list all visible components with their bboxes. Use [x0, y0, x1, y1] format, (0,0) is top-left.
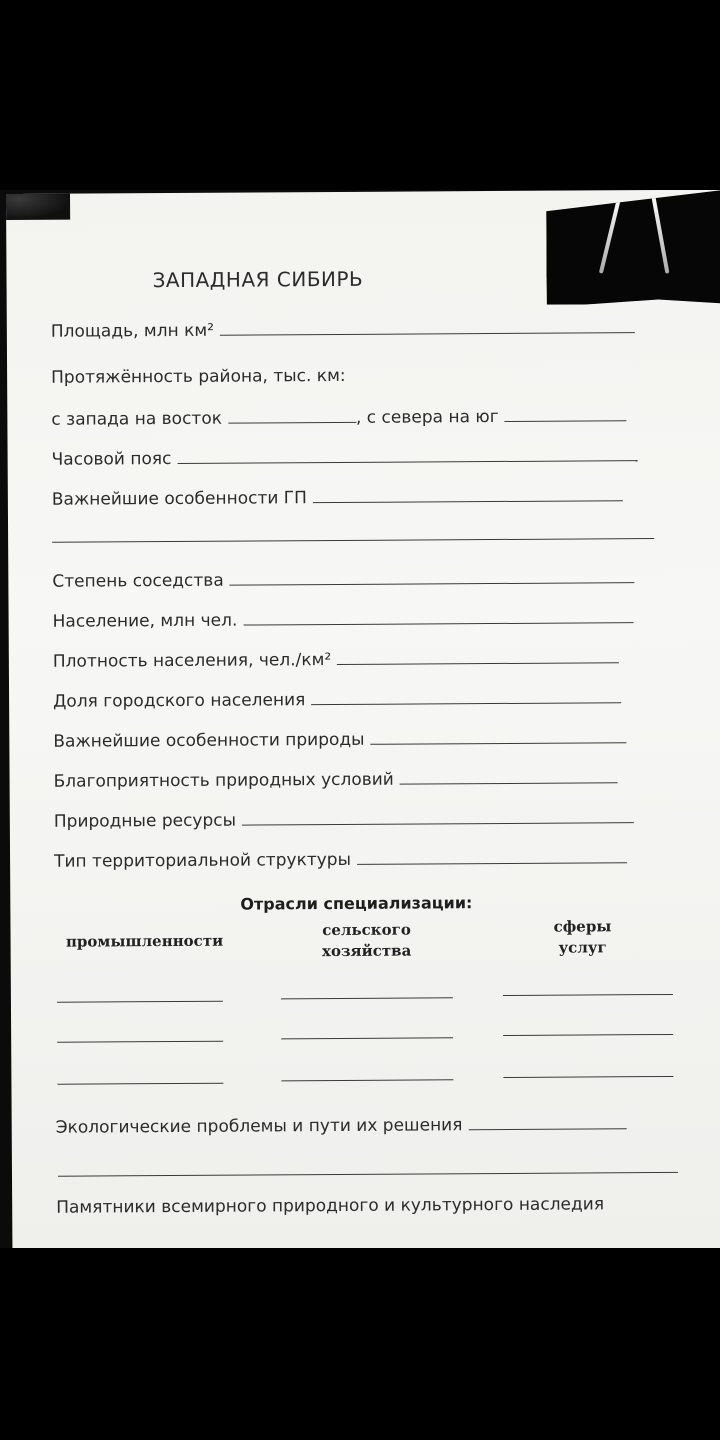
page-corner-shadow	[6, 194, 70, 220]
answer-line[interactable]	[242, 821, 634, 825]
field-territorial-type-label: Тип территориальной структуры	[54, 849, 352, 872]
workbook-page	[6, 190, 720, 1248]
col-industry	[55, 931, 235, 953]
answer-line[interactable]	[57, 1041, 223, 1043]
field-length-label: Протяжённость района, тыс. км:	[51, 365, 346, 388]
answer-line[interactable]	[313, 499, 623, 503]
field-ecology-label: Экологические проблемы и пути их решения	[55, 1115, 463, 1138]
field-density	[53, 648, 620, 671]
field-nature-features	[53, 728, 626, 752]
dark-occlusion	[546, 190, 720, 305]
answer-line[interactable]	[357, 861, 627, 865]
answer-line[interactable]	[57, 1083, 223, 1085]
glare-mark	[599, 195, 622, 274]
col-agriculture-line1: сельского	[322, 920, 411, 940]
field-time-zone-label: Часовой пояс	[51, 448, 172, 470]
col-services	[522, 916, 642, 959]
field-neighborhood	[52, 568, 634, 592]
field-dimensions	[51, 406, 626, 430]
field-heritage-label: Памятники всемирного природного и культурного наследия	[56, 1194, 605, 1218]
photo-frame	[0, 190, 720, 1248]
field-area-label: Площадь, млн км²	[50, 320, 215, 342]
field-neighborhood-label: Степень соседства	[52, 570, 224, 592]
field-population-label: Население, млн чел.	[52, 610, 238, 632]
field-nature-favorability	[54, 768, 618, 791]
answer-line[interactable]	[505, 419, 627, 422]
field-resources	[54, 808, 634, 832]
col-services-line2: услуг	[558, 938, 607, 957]
answer-line[interactable]	[57, 1001, 223, 1003]
field-urban-share-label: Доля городского населения	[53, 690, 306, 712]
field-time-zone	[52, 446, 638, 470]
field-resources-label: Природные ресурсы	[53, 810, 237, 832]
field-heritage	[56, 1194, 604, 1217]
answer-line[interactable]	[177, 459, 637, 464]
field-gp-features-label: Важнейшие особенности ГП	[51, 488, 307, 510]
col-agriculture	[296, 919, 436, 962]
answer-line[interactable]	[230, 581, 635, 585]
field-ecology	[56, 1114, 627, 1137]
answer-line[interactable]	[503, 1034, 673, 1036]
col-agriculture-line2: хозяйства	[321, 941, 412, 961]
field-nature-features-label: Важнейшие особенности природы	[53, 729, 365, 752]
field-length	[51, 366, 346, 388]
answer-line[interactable]	[468, 1127, 626, 1130]
answer-line[interactable]	[503, 994, 673, 996]
field-urban-share	[53, 688, 621, 711]
glare-mark	[651, 194, 669, 273]
answer-line[interactable]	[311, 701, 621, 705]
field-density-label: Плотность населения, чел./км²	[52, 650, 332, 672]
answer-line[interactable]	[281, 997, 453, 999]
answer-line[interactable]	[243, 621, 633, 625]
field-territorial-type	[54, 848, 627, 871]
col-services-line1: сферы	[553, 917, 612, 936]
answer-line[interactable]	[220, 331, 635, 336]
answer-line[interactable]	[371, 741, 627, 745]
field-population	[53, 608, 634, 632]
answer-line[interactable]	[281, 1037, 453, 1039]
field-nature-favorability-label: Благоприятность природных условий	[53, 769, 394, 792]
answer-line[interactable]	[58, 1172, 678, 1177]
answer-line[interactable]	[281, 1079, 453, 1081]
page-title: ЗАПАДНАЯ СИБИРЬ	[152, 266, 364, 293]
answer-line[interactable]	[52, 538, 654, 543]
field-area	[51, 318, 635, 342]
answer-line[interactable]	[400, 781, 618, 784]
answer-line[interactable]	[228, 421, 356, 424]
field-gp-features	[52, 486, 623, 509]
answer-line[interactable]	[337, 661, 619, 665]
answer-line[interactable]	[503, 1076, 673, 1078]
field-west-east-label: с запада на восток	[51, 408, 223, 430]
specialization-heading: Отрасли специализации:	[240, 893, 473, 914]
field-north-south-label: , с севера на юг	[355, 406, 499, 428]
col-industry-label: промышленности	[65, 931, 224, 951]
